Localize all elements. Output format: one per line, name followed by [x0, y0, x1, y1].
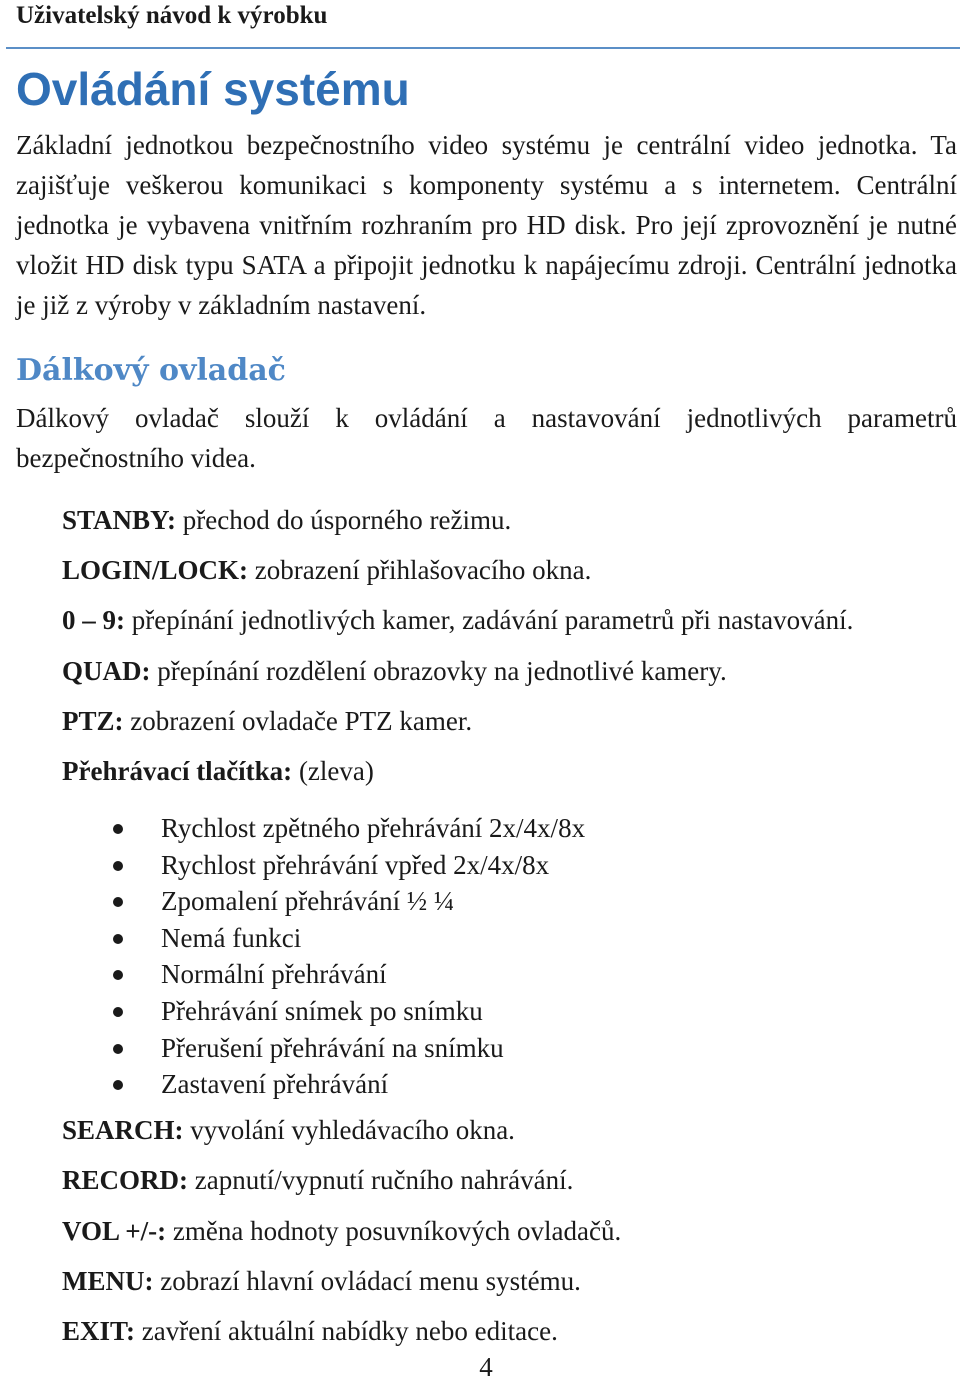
definition-ptz	[62, 706, 472, 737]
definition-term: STANBY:	[62, 505, 177, 535]
definition-desc: zavření aktuální nabídky nebo editace.	[135, 1316, 558, 1346]
definition-digits	[62, 605, 853, 636]
definition-login-lock	[62, 555, 591, 586]
list-item-text: Zpomalení přehrávání ½ ¼	[161, 886, 455, 917]
definition-desc: zobrazí hlavní ovládací menu systému.	[153, 1266, 581, 1296]
bullet-icon	[113, 1007, 123, 1017]
bullet-icon	[113, 934, 123, 944]
definition-term: EXIT:	[62, 1316, 136, 1346]
list-item-text: Přerušení přehrávání na snímku	[161, 1032, 504, 1063]
list-item-text: Normální přehrávání	[161, 959, 387, 990]
definition-menu	[62, 1266, 581, 1297]
definition-search	[62, 1115, 515, 1146]
bullet-icon	[113, 824, 123, 834]
section-heading-system-control: Ovládání systému	[16, 63, 410, 115]
list-item-text: Rychlost zpětného přehrávání 2x/4x/8x	[161, 813, 586, 843]
definition-term: RECORD:	[62, 1165, 188, 1195]
definition-term: 0 – 9:	[62, 605, 125, 635]
header-divider	[6, 47, 960, 49]
remote-intro-paragraph: Dálkový ovladač slouží k ovládání a nastavování jednotlivých parametrů bezpečnostního videa.	[16, 403, 957, 473]
section-heading-remote-control: Dálkový ovladač	[16, 353, 286, 388]
list-item-text: Nemá funkci	[161, 922, 302, 953]
intro-paragraph: Základní jednotkou bezpečnostního video systému je centrální video jednotka. Ta zajišťuje veškerou komunikaci s komponenty systému a s internetem. Centrální jednotka je vybavena vnitřním rozhraním pro HD disk. Pro její zprovoznění je nutné vložit HD disk typu SATA a připojit jednotku k napájecímu zdroji. Centrální jednotka je již z výroby v základním nastavení.	[16, 130, 957, 320]
definition-term: LOGIN/LOCK:	[62, 555, 249, 585]
definition-quad	[62, 656, 727, 687]
definition-stanby	[62, 505, 511, 536]
definition-volume	[62, 1216, 621, 1247]
definition-term: SEARCH:	[62, 1115, 184, 1145]
definition-term: QUAD:	[62, 656, 151, 686]
definition-desc: vyvolání vyhledávacího okna.	[183, 1115, 515, 1145]
definition-record	[62, 1165, 573, 1196]
list-item-text: Rychlost přehrávání vpřed 2x/4x/8x	[161, 849, 550, 880]
page-number: 4	[479, 1352, 493, 1382]
definition-desc: (zleva)	[292, 756, 374, 786]
definition-desc: zapnutí/vypnutí ručního nahrávání.	[188, 1165, 574, 1195]
bullet-icon	[113, 970, 123, 980]
bullet-icon	[113, 1080, 123, 1090]
definition-term: PTZ:	[62, 706, 124, 736]
definition-desc: zobrazení přihlašovacího okna.	[248, 555, 592, 585]
definition-desc: přepínání rozdělení obrazovky na jednotlivé kamery.	[150, 656, 727, 686]
definition-desc: přechod do úsporného režimu.	[176, 505, 512, 535]
list-item-text: Přehrávání snímek po snímku	[161, 995, 483, 1026]
definition-desc: změna hodnoty posuvníkových ovladačů.	[166, 1216, 622, 1246]
bullet-icon	[113, 1044, 123, 1054]
definition-term: Přehrávací tlačítka:	[62, 756, 293, 786]
definition-term: VOL +/-:	[62, 1216, 167, 1246]
definition-desc: přepínání jednotlivých kamer, zadávání parametrů při nastavování.	[125, 605, 854, 635]
bullet-icon	[113, 897, 123, 907]
running-header: Uživatelský návod k výrobku	[16, 2, 328, 29]
definition-exit	[62, 1316, 558, 1347]
definition-term: MENU:	[62, 1266, 154, 1296]
definition-playback-buttons	[62, 756, 374, 787]
definition-desc: zobrazení ovladače PTZ kamer.	[123, 706, 473, 736]
list-item-text: Zastavení přehrávání	[161, 1069, 389, 1100]
bullet-icon	[113, 861, 123, 871]
